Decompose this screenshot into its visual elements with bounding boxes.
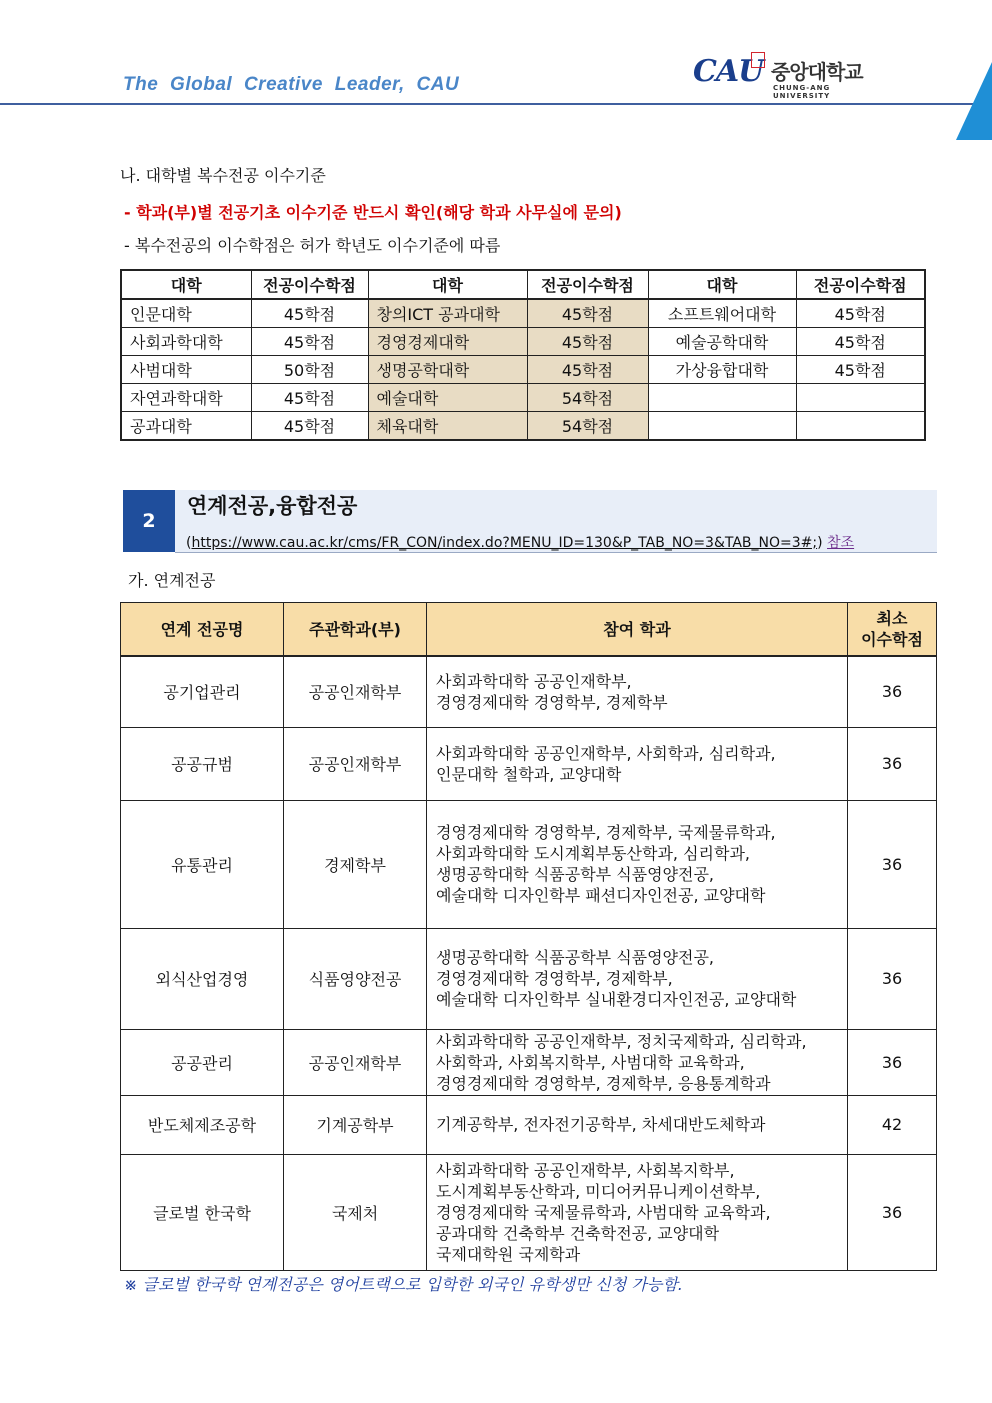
header-cell: 대학	[368, 270, 527, 299]
host-dept-cell: 기계공학부	[284, 1095, 427, 1154]
college-cell: 가상융합대학	[648, 356, 796, 384]
logo-mark: CAU	[693, 54, 764, 89]
college-cell: 체육대학	[368, 412, 527, 441]
participant-line: 경영경제대학 경영학부, 경제학부, 국제물류학과,	[436, 823, 776, 842]
table-row	[121, 356, 925, 384]
participants-cell	[427, 1154, 848, 1270]
header-slogan: The Global Creative Leader, CAU	[123, 74, 460, 95]
participants-cell	[427, 727, 848, 800]
credits-cell: 45학점	[527, 328, 648, 356]
college-cell	[648, 384, 796, 412]
participant-line: 예술대학 디자인학부 실내환경디자인전공, 교양대학	[436, 990, 797, 1009]
credits-cell	[796, 384, 925, 412]
college-cell: 소프트웨어대학	[648, 299, 796, 328]
table-row	[121, 299, 925, 328]
section-2-link-line	[186, 532, 854, 552]
header-cell: 참여 학과	[427, 603, 848, 657]
participant-line: 사회과학대학 공공인재학부,	[436, 671, 632, 691]
college-cell: 인문대학	[121, 299, 251, 328]
host-dept-cell: 공공인재학부	[284, 656, 427, 727]
major-name-cell: 공기업관리	[121, 656, 284, 727]
participant-line: 경영경제대학 경영학부, 경제학부,	[436, 969, 673, 988]
section-na-note-red: - 학과(부)별 전공기초 이수기준 반드시 확인(해당 학과 사무실에 문의)	[124, 203, 622, 222]
min-credits-cell: 36	[848, 656, 937, 727]
participant-line: 기계공학부, 전자전기공학부, 차세대반도체학과	[436, 1115, 766, 1134]
logo-english-name: CHUNG-ANG UNIVERSITY	[773, 84, 831, 100]
header-line: 이수학점	[861, 630, 923, 649]
header-cell: 전공이수학점	[796, 270, 925, 299]
college-cell: 자연과학대학	[121, 384, 251, 412]
credits-table-header	[121, 270, 925, 299]
participant-line: 인문대학 철학과, 교양대학	[436, 764, 622, 784]
college-cell	[648, 412, 796, 441]
credits-cell: 45학점	[251, 299, 368, 328]
linked-table-header	[121, 603, 937, 657]
participant-line: 공과대학 건축학부 건축학전공, 교양대학	[436, 1223, 720, 1243]
table-row	[121, 328, 925, 356]
participant-line: 도시계획부동산학과, 미디어커뮤니케이션학부,	[436, 1181, 761, 1201]
participant-line: 국제대학원 국제학과	[436, 1244, 581, 1264]
credits-cell: 45학점	[251, 412, 368, 441]
credits-table	[120, 269, 926, 441]
participant-line: 경영경제대학 국제물류학과, 사범대학 교육학과,	[436, 1202, 771, 1222]
major-name-cell: 유통관리	[121, 800, 284, 928]
college-cell: 예술대학	[368, 384, 527, 412]
min-credits-cell: 36	[848, 727, 937, 800]
participant-line: 생명공학대학 식품공학부 식품영양전공,	[436, 948, 715, 967]
footnote: ※ 글로벌 한국학 연계전공은 영어트랙으로 입학한 외국인 유학생만 신청 가능함.	[124, 1275, 683, 1294]
section-na-note: - 복수전공의 이수학점은 허가 학년도 이수기준에 따름	[124, 236, 501, 255]
min-credits-cell: 36	[848, 928, 937, 1029]
credits-cell	[796, 412, 925, 441]
credits-cell: 50학점	[251, 356, 368, 384]
college-cell: 사범대학	[121, 356, 251, 384]
major-name-cell: 공공규범	[121, 727, 284, 800]
participant-line: 사회과학대학 공공인재학부, 사회복지학부,	[436, 1160, 735, 1180]
section-number-badge: 2	[123, 490, 175, 552]
credits-cell: 54학점	[527, 384, 648, 412]
min-credits-cell: 36	[848, 800, 937, 928]
major-name-cell: 글로벌 한국학	[121, 1154, 284, 1270]
credits-cell: 45학점	[251, 328, 368, 356]
university-logo	[693, 50, 878, 100]
header-cell: 전공이수학점	[527, 270, 648, 299]
section-na-heading: 나. 대학별 복수전공 이수기준	[120, 166, 326, 185]
header-cell: 전공이수학점	[251, 270, 368, 299]
table-row	[121, 656, 937, 727]
credits-cell: 45학점	[527, 356, 648, 384]
college-cell: 예술공학대학	[648, 328, 796, 356]
participant-line: 경영경제대학 경영학부, 경제학부, 응용통계학과	[436, 1073, 771, 1093]
section-2-title: 연계전공,융합전공	[187, 494, 358, 518]
reference-link[interactable]: https://www.cau.ac.kr/cms/FR_CON/index.do?MENU_ID=130&P_TAB_NO=3&TAB_NO=3#;	[191, 535, 818, 551]
host-dept-cell: 공공인재학부	[284, 1029, 427, 1095]
header-line: 최소	[876, 609, 908, 628]
link-open-paren: (	[186, 535, 192, 551]
participant-line: 생명공학대학 식품공학부 식품영양전공,	[436, 865, 715, 884]
major-name-cell: 외식산업경영	[121, 928, 284, 1029]
table-row	[121, 412, 925, 441]
table-row	[121, 1095, 937, 1154]
host-dept-cell: 공공인재학부	[284, 727, 427, 800]
participant-line: 사회과학대학 공공인재학부, 정치국제학과, 심리학과,	[436, 1031, 807, 1051]
table-row	[121, 384, 925, 412]
participant-line: 예술대학 디자인학부 패션디자인전공, 교양대학	[436, 886, 766, 905]
credits-cell: 45학점	[527, 299, 648, 328]
participants-cell	[427, 1095, 848, 1154]
college-cell: 경영경제대학	[368, 328, 527, 356]
participants-cell	[427, 656, 848, 727]
participants-cell	[427, 1029, 848, 1095]
participants-cell	[427, 800, 848, 928]
participants-cell	[427, 928, 848, 1029]
credits-cell: 45학점	[251, 384, 368, 412]
college-cell: 공과대학	[121, 412, 251, 441]
host-dept-cell: 식품영양전공	[284, 928, 427, 1029]
header-cell: 대학	[648, 270, 796, 299]
participant-line: 사회학과, 사회복지학부, 사범대학 교육학과,	[436, 1052, 745, 1072]
host-dept-cell: 국제처	[284, 1154, 427, 1270]
table-row	[121, 928, 937, 1029]
credits-cell: 45학점	[796, 299, 925, 328]
min-credits-cell: 42	[848, 1095, 937, 1154]
reference-label: 참조	[827, 535, 855, 551]
table-row	[121, 800, 937, 928]
logo-korean-name: 중앙대학교	[771, 60, 863, 84]
college-cell: 사회과학대학	[121, 328, 251, 356]
header-cell: 연계 전공명	[121, 603, 284, 657]
header-cell	[848, 603, 937, 657]
college-cell: 생명공학대학	[368, 356, 527, 384]
major-name-cell: 반도체제조공학	[121, 1095, 284, 1154]
table-row	[121, 727, 937, 800]
header-cell: 주관학과(부)	[284, 603, 427, 657]
header-corner-accent	[956, 62, 992, 140]
link-close-paren: )	[817, 535, 823, 551]
min-credits-cell: 36	[848, 1029, 937, 1095]
credits-cell: 54학점	[527, 412, 648, 441]
credits-cell: 45학점	[796, 328, 925, 356]
host-dept-cell: 경제학부	[284, 800, 427, 928]
header-divider	[0, 103, 975, 105]
major-name-cell: 공공관리	[121, 1029, 284, 1095]
logo-seal-icon	[751, 52, 765, 68]
min-credits-cell: 36	[848, 1154, 937, 1270]
table-row	[121, 1029, 937, 1095]
participant-line: 사회과학대학 도시계획부동산학과, 심리학과,	[436, 844, 751, 863]
participant-line: 경영경제대학 경영학부, 경제학부	[436, 692, 668, 712]
header-cell: 대학	[121, 270, 251, 299]
college-cell: 창의ICT 공과대학	[368, 299, 527, 328]
participant-line: 사회과학대학 공공인재학부, 사회학과, 심리학과,	[436, 743, 776, 763]
credits-cell: 45학점	[796, 356, 925, 384]
linked-majors-table	[120, 602, 937, 1271]
linked-major-heading: 가. 연계전공	[128, 571, 216, 590]
table-row	[121, 1154, 937, 1270]
